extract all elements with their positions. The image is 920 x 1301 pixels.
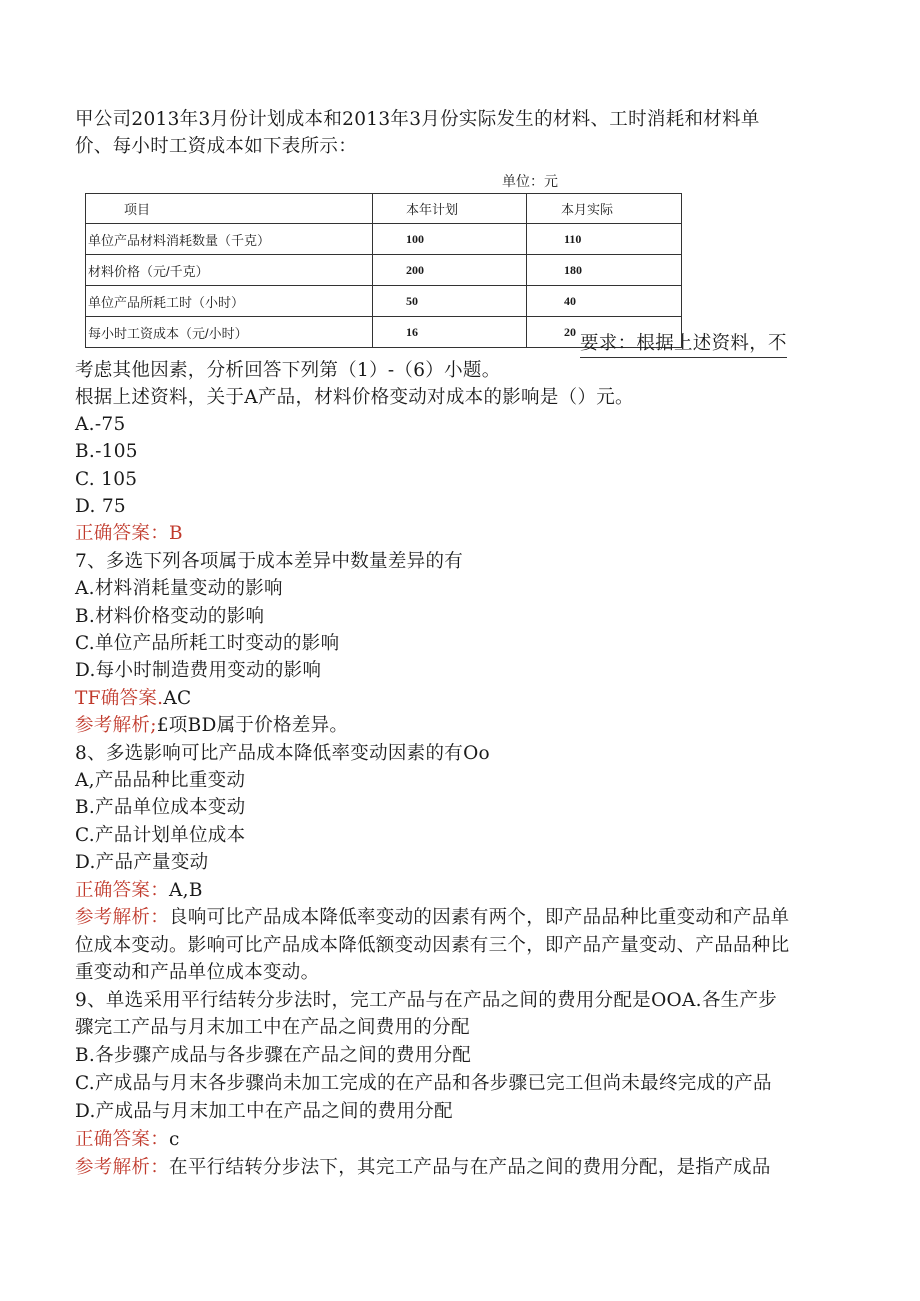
option-a: A.-75: [75, 414, 126, 435]
answer-line: [75, 520, 183, 547]
row-actual: 40: [527, 286, 682, 317]
q8-analysis-line-3: 重变动和产品单位成本变动。: [75, 962, 320, 983]
question-9-title-line-2: 骤完工产品与月末加工中在产品之间费用的分配: [75, 1017, 470, 1038]
q9-analysis: [75, 1154, 771, 1181]
option-b: B.-105: [75, 441, 138, 462]
q8-answer: [75, 877, 203, 904]
cost-table: [85, 193, 682, 348]
row-item: 每小时工资成本（元/小时）: [86, 317, 373, 348]
header-actual: 本月实际: [527, 194, 682, 224]
option-c: C. 105: [75, 469, 138, 490]
row-item: 材料价格（元/千克）: [86, 255, 373, 286]
intro-line-2: 价、每小时工资成本如下表所示：: [75, 136, 358, 157]
q8-option-a: A,产品品种比重变动: [75, 770, 246, 791]
row-item: 单位产品材料消耗数量（千克）: [86, 224, 373, 255]
answer-label: 正确答案：: [75, 880, 170, 901]
question-7-title: 7、多选下列各项属于成本差异中数量差异的有: [75, 551, 464, 572]
analysis-label: 参考解析;: [75, 715, 157, 736]
table-row: [86, 286, 682, 317]
intro-line-1: 甲公司2013年3月份计划成本和2013年3月份实际发生的材料、工时消耗和材料单: [75, 109, 760, 130]
analysis-label: 参考解析：: [75, 1157, 170, 1178]
q9-option-b: B.各步骤产成品与各步骤在产品之间的费用分配: [75, 1045, 472, 1066]
analysis-label: 参考解析：: [75, 907, 170, 928]
question-8-title: 8、多选影响可比产品成本降低率变动因素的有Oo: [75, 743, 490, 764]
requirement-line-2: 考虑其他因素，分析回答下列第（1）-（6）小题。: [75, 360, 501, 381]
q8-option-d: D.产品产量变动: [75, 852, 209, 873]
table-unit-label: 单位：元: [502, 173, 558, 189]
q8-analysis-line-1: [75, 904, 789, 931]
answer-text: 正确答案：B: [75, 523, 183, 544]
q8-option-b: B.产品单位成本变动: [75, 797, 246, 818]
row-plan: 50: [373, 286, 527, 317]
analysis-text: 在平行结转分步法下，其完工产品与在产品之间的费用分配，是指产成品: [169, 1157, 771, 1178]
q8-analysis-line-2: 位成本变动。影响可比产品成本降低额变动因素有三个，即产品产量变动、产品品种比: [75, 935, 790, 956]
answer-label: 正确答案：: [75, 1129, 170, 1150]
answer-value: AC: [163, 688, 192, 709]
analysis-text: £项BD属于价格差异。: [156, 715, 349, 736]
row-actual: 110: [527, 224, 682, 255]
question-9-title-line-1: 9、单选采用平行结转分步法时，完工产品与在产品之间的费用分配是OOA.各生产步: [75, 990, 778, 1011]
row-actual: 20: [527, 317, 682, 348]
row-plan: 100: [373, 224, 527, 255]
q8-option-c: C.产品计划单位成本: [75, 825, 246, 846]
row-item: 单位产品所耗工时（小时）: [86, 286, 373, 317]
q7-option-c: C.单位产品所耗工时变动的影响: [75, 633, 340, 654]
question-6-stem: 根据上述资料，关于A产品，材料价格变动对成本的影响是（）元。: [75, 387, 634, 408]
q7-option-b: B.材料价格变动的影响: [75, 606, 265, 627]
option-d: D. 75: [75, 496, 126, 517]
answer-value: A,B: [169, 880, 203, 901]
row-actual: 180: [527, 255, 682, 286]
row-plan: 200: [373, 255, 527, 286]
answer-value: c: [169, 1129, 180, 1150]
q7-answer: [75, 685, 191, 712]
table-row: [86, 224, 682, 255]
answer-label: TF确答案.: [75, 688, 164, 709]
analysis-text: 良响可比产品成本降低率变动的因素有两个，即产品品种比重变动和产品单: [169, 907, 790, 928]
row-plan: 16: [373, 317, 527, 348]
q7-option-d: D.每小时制造费用变动的影响: [75, 660, 322, 681]
q7-analysis: [75, 712, 348, 739]
table-row: [86, 255, 682, 286]
q7-option-a: A.材料消耗量变动的影响: [75, 578, 283, 599]
q9-option-c: C.产成品与月末各步骤尚未加工完成的在产品和各步骤已完工但尚未最终完成的产品: [75, 1073, 772, 1094]
table-header-row: [86, 194, 682, 224]
header-item: 项目: [86, 194, 373, 224]
q9-answer: [75, 1126, 180, 1153]
requirement-inline: 要求：根据上述资料，不: [580, 330, 787, 358]
q9-option-d: D.产成品与月末加工中在产品之间的费用分配: [75, 1101, 453, 1122]
header-plan: 本年计划: [373, 194, 527, 224]
